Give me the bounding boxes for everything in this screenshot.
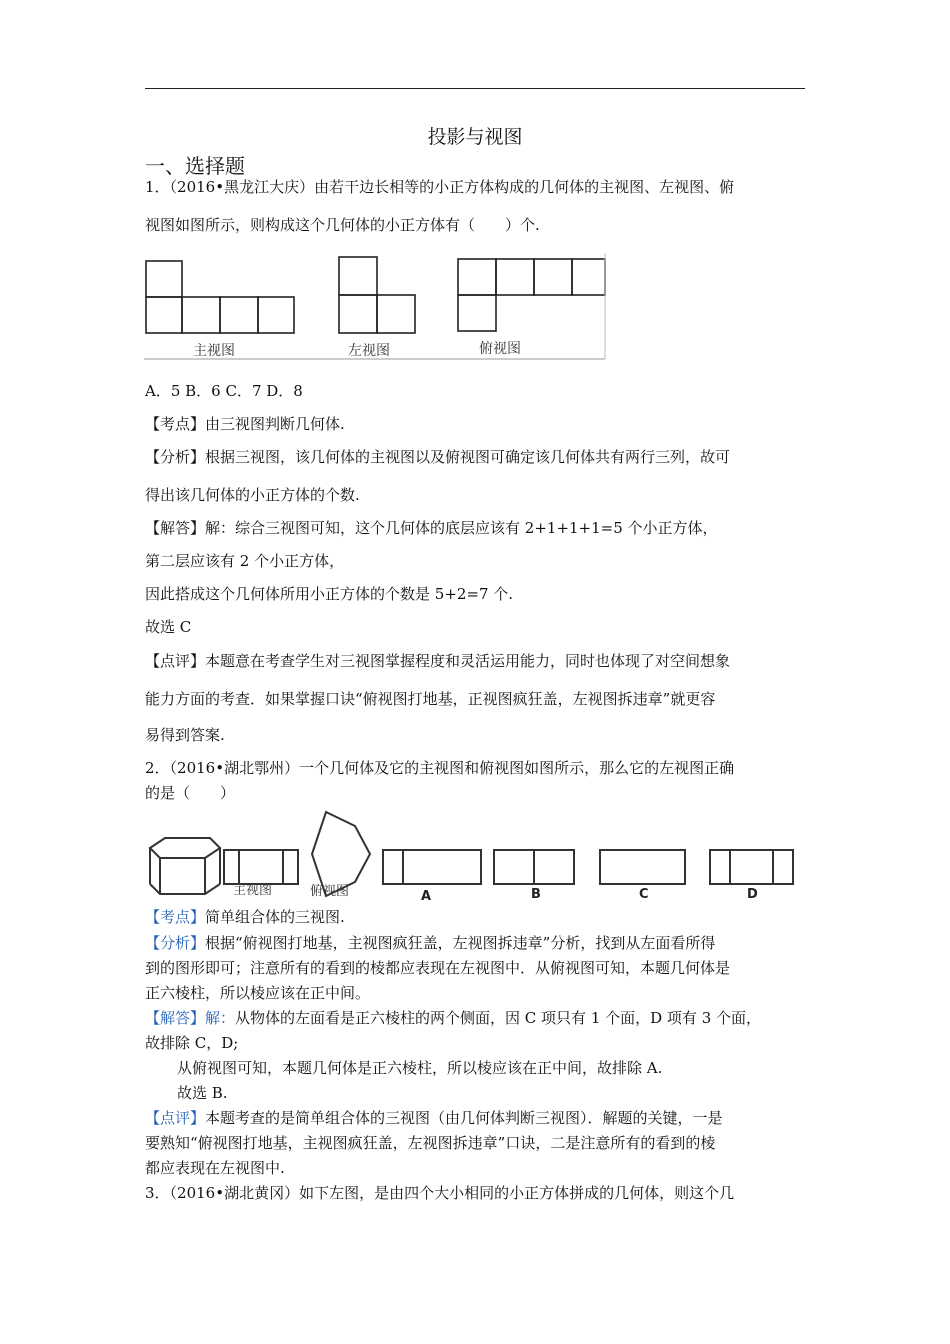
q1-options: A．5 B．6 C．7 D．8 xyxy=(145,382,303,400)
q2-dianping-3: 都应表现在左视图中. xyxy=(145,1159,285,1177)
q2-option-c: C xyxy=(639,887,649,902)
q1-jieda-2: 第二层应该有 2 个小正方体， xyxy=(145,552,345,570)
q1-figure xyxy=(143,253,608,363)
q1-dianping-3: 易得到答案. xyxy=(145,726,225,744)
q2-jieda-4: 故选 B. xyxy=(177,1084,228,1102)
q1-dianping-2: 能力方面的考查．如果掌握口诀“俯视图打地基，正视图疯狂盖，左视图拆违章”就更容 xyxy=(145,690,716,708)
q1-line2: 视图如图所示，则构成这个几何体的小正方体有（ ）个. xyxy=(145,216,540,234)
q1-jieda-4: 故选 C xyxy=(145,618,192,636)
q2-jieda-2: 故排除 C，D; xyxy=(145,1034,239,1052)
q1-jieda-1: 【解答】解：综合三视图可知，这个几何体的底层应该有 2+1+1+1=5 个小正方体， xyxy=(145,519,718,537)
q2-kaodian: 【考点】简单组合体的三视图. xyxy=(145,908,345,926)
q3-line1: 3．（2016•湖北黄冈）如下左图，是由四个大小相同的小正方体拼成的几何体，则这个几 xyxy=(145,1184,735,1202)
q2-fenxi-1: 【分析】根据“俯视图打地基，主视图疯狂盖，左视图拆违章”分析，找到从左面看所得 xyxy=(145,934,716,952)
q2-line1: 2．（2016•湖北鄂州）一个几何体及它的主视图和俯视图如图所示，那么它的左视图正确 xyxy=(145,759,735,777)
q2-dianping-1: 【点评】本题考查的是简单组合体的三视图（由几何体判断三视图）．解题的关键，一是 xyxy=(145,1109,723,1127)
q1-label-top: 俯视图 xyxy=(479,341,521,357)
q1-dianping-1: 【点评】本题意在考查学生对三视图掌握程度和灵活运用能力，同时也体现了对空间想象 xyxy=(145,652,731,670)
q2-dianping-2: 要熟知“俯视图打地基，主视图疯狂盖，左视图拆违章”口诀，二是注意所有的看到的棱 xyxy=(145,1134,716,1152)
q1-fenxi-2: 得出该几何体的小正方体的个数. xyxy=(145,486,360,504)
q1-label-left: 左视图 xyxy=(348,343,390,359)
q1-label-front: 主视图 xyxy=(193,343,235,359)
q2-option-d: D xyxy=(747,887,758,902)
q2-jieda-1: 【解答】解：从物体的左面看是正六棱柱的两个侧面，因 C 项只有 1 个面，D 项有 3 个面， xyxy=(145,1009,762,1027)
q2-option-a: A xyxy=(421,889,432,904)
q2-jieda-3: 从俯视图可知，本题几何体是正六棱柱，所以棱应该在正中间，故排除 A. xyxy=(177,1059,663,1077)
q2-fenxi-3: 正六棱柱，所以棱应该在正中间。 xyxy=(145,984,371,1002)
q1-kaodian: 【考点】由三视图判断几何体. xyxy=(145,415,345,433)
q1-line1: 1．（2016•黑龙江大庆）由若干边长相等的小正方体构成的几何体的主视图、左视图、俯 xyxy=(145,178,735,196)
header-rule xyxy=(145,88,805,89)
q2-figure xyxy=(145,808,805,903)
q2-label-front: 主视图 xyxy=(233,883,273,898)
q1-jieda-3: 因此搭成这个几何体所用小正方体的个数是 5+2=7 个. xyxy=(145,585,514,603)
section-heading: 一、选择题 xyxy=(145,154,245,178)
q2-line2: 的是（ ） xyxy=(145,784,236,802)
page-title: 投影与视图 xyxy=(427,126,523,148)
q2-fenxi-2: 到的图形即可；注意所有的看到的棱都应表现在左视图中．从俯视图可知，本题几何体是 xyxy=(145,959,731,977)
q2-label-top: 俯视图 xyxy=(310,884,350,899)
q2-option-b: B xyxy=(531,887,541,902)
q1-fenxi-1: 【分析】根据三视图，该几何体的主视图以及俯视图可确定该几何体共有两行三列，故可 xyxy=(145,448,731,466)
